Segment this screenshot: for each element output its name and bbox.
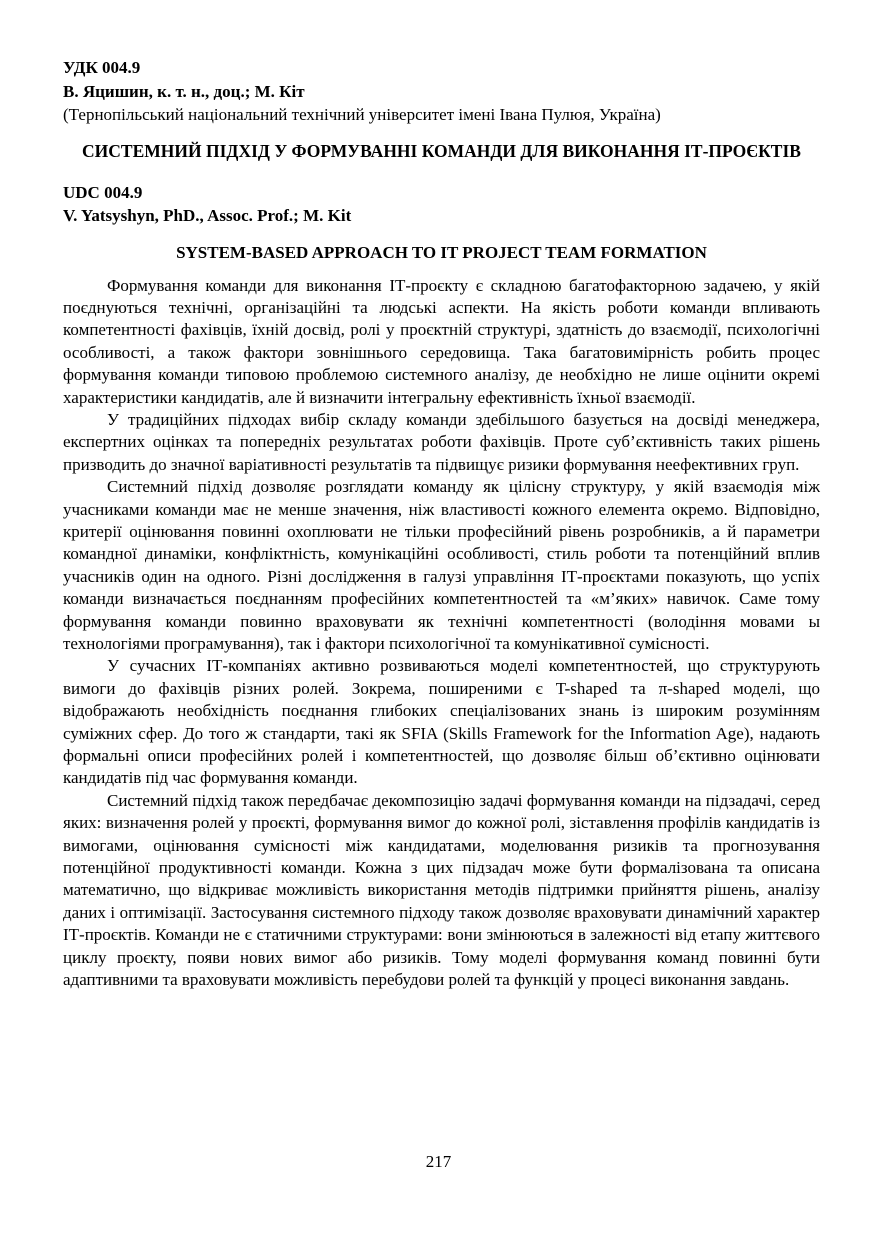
title-ua: СИСТЕМНИЙ ПІДХІД У ФОРМУВАННІ КОМАНДИ ДЛЯ ВИКОНАННЯ ІТ-ПРОЄКТІВ — [82, 140, 801, 161]
body-paragraph: Системний підхід також передбачає декомпозицію задачі формування команди на підзадачі, серед яких: визначення ролей у проєкті, формування вимог до кожної ролі, зіставлення профілів кандидатів із вимогами, оцінювання сумісності між кандидатами, моделювання ризиків та прогнозування потенційної продуктивності команди. Кожна з цих підзадач може бути формалізована та описана математично, що відкриває можливість використання методів підтримки прийняття рішень, аналізу даних і оптимізації. Застосування системного підходу також дозволяє враховувати динамічний характер ІТ-проєктів. Команди не є статичними структурами: вони змінюються в залежності від етапу життєвого циклу проєкту, появи нових вимог або ризиків. Тому моделі формування команд повинні бути адаптивними та враховувати можливість перебудови ролей та функцій у процесі виконання завдань. — [63, 790, 820, 990]
authors-ua: В. Яцишин, к. т. н., доц.; М. Кіт — [63, 81, 305, 101]
body-paragraph: Формування команди для виконання ІТ-проєкту є складною багатофакторною задачею, у якій поєднуються технічні, організаційні та людські аспекти. На якість роботи команди впливають компетентності фахівців, їхній досвід, ролі у проєктній структурі, здатність до взаємодії, психологічні особливості, а також фактори зовнішнього середовища. Така багатовимірність робить процес формування команди типовою проблемою системного аналізу, де необхідно не лише оцінити окремі характеристики кандидатів, але й визначити інтегральну ефективність їхньої взаємодії. — [63, 275, 820, 407]
body-paragraph: Системний підхід дозволяє розглядати команду як цілісну структуру, у якій взаємодія між учасниками команди має не менше значення, ніж властивості кожного елемента окремо. Відповідно, критерії оцінювання повинні охоплювати не тільки професійний рівень розробників, а й параметри командної динаміки, конфліктність, комунікаційні особливості, стиль роботи та потенційний вплив учасників один на одного. Різні дослідження в галузі управління ІТ-проєктами показують, що успіх команди визначається поєднанням професійних компетентностей та «м’яких» навичок. Саме тому формування команди повинно враховувати як технічні компетентності (володіння мовами ы технологіями програмування), так і фактори психологічної та комунікативної сумісності. — [63, 477, 820, 653]
header-ua — [63, 56, 820, 127]
authors-en: V. Yatsyshyn, PhD., Assoc. Prof.; M. Kit — [63, 206, 352, 225]
article-body — [63, 275, 820, 992]
header-en — [63, 181, 820, 228]
page-content — [63, 56, 820, 992]
udc-number: UDC 004.9 — [63, 182, 143, 202]
affiliation: (Тернопільський національний технічний університет імені Івана Пулюя, Україна) — [63, 105, 661, 124]
body-paragraph: У традиційних підходах вибір складу команди здебільшого базується на досвіді менеджера, експертних оцінках та попередніх результатах роботи фахівців. Проте суб’єктивність таких рішень призводить до значної варіативності результатів та підвищує ризики формування неефективних груп. — [63, 409, 820, 474]
title-en: SYSTEM-BASED APPROACH TO IT PROJECT TEAM FORMATION — [176, 242, 707, 262]
body-paragraph: У сучасних ІТ-компаніях активно розвиваються моделі компетентностей, що структурують вимоги до фахівців різних ролей. Зокрема, поширеними є T-shaped та π-shaped моделі, що відображають необхідність поєднання глибоких спеціалізованих знань із широким розумінням суміжних сфер. До того ж стандарти, такі як SFIA (Skills Framework for the Information Age), надають формальні описи професійних ролей і компетентностей, що дозволяє більш об’єктивно оцінювати кандидатів під час формування команди. — [63, 656, 820, 788]
page-number: 217 — [425, 1152, 452, 1171]
udk-number: УДК 004.9 — [63, 58, 141, 77]
